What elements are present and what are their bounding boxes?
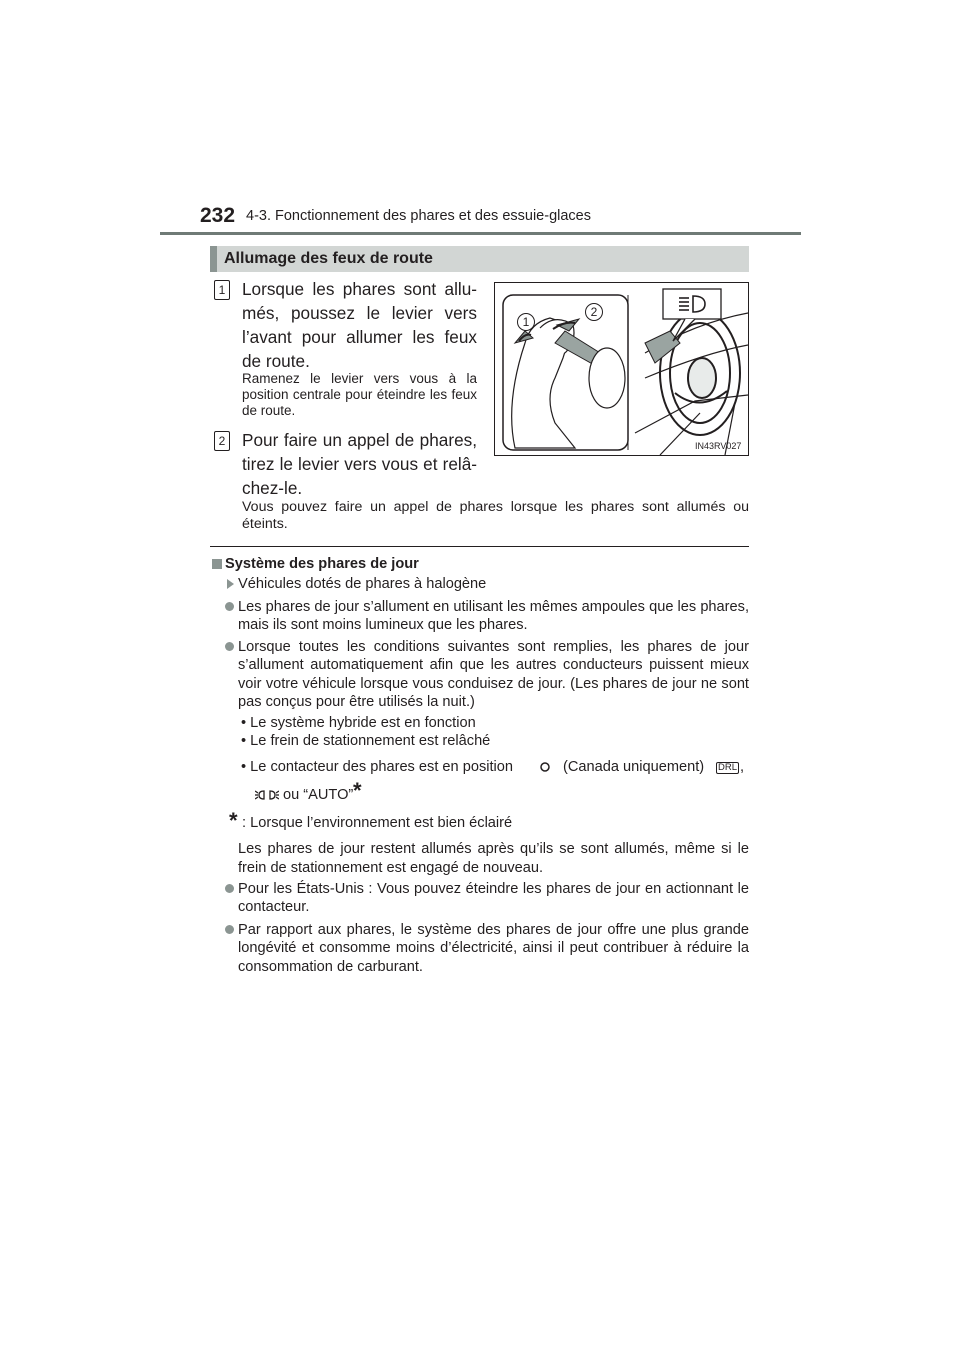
bullet-icon [225,884,234,893]
drl-label-icon: DRL [718,762,738,773]
illustration-code: IN43RV027 [695,441,742,451]
triangle-marker-icon [227,579,234,589]
drl-after-note: Les phares de jour restent allumés après qu’ils se sont allumés, même si le frein de stationnement est engagé de nouveau. [238,841,749,876]
header-rule [160,232,801,235]
drl-footnote: : Lorsque l’environnement est bien éclairé [242,815,513,831]
high-beam-icon [677,293,709,320]
drl-condition-3: • Le contacteur des phares est en position [241,759,514,775]
step-2-text: Pour faire un appel de phares, tirez le levier vers vous et relâ-chez-le. [242,430,477,498]
chapter-title: 4-3. Fonctionnement des phares et des essuie-glaces [246,208,591,224]
step-1-note: Ramenez le levier vers vous à la position centrale pour éteindre les feux de route. [242,371,477,418]
flash-note: Vous pouvez faire un appel de phares lorsque les phares sont allumés ou éteints. [242,499,749,532]
drl-bullet-2: Lorsque toutes les conditions suivantes sont remplies, les phares de jour s’allument automatiquement afin que les autres conducteurs puissent mieux voir votre véhicule lorsque vous conduisez de jour. (Les phares de jour ne sont pas conçus pour être utilisés la nuit.) [238,639,749,710]
heading-square-icon [212,559,222,569]
section-divider [210,546,749,547]
step-1-text: Lorsque les phares sont allu-més, poussez le levier vers l’avant pour allumer les feux de route. [242,279,477,371]
comma: , [740,759,745,775]
drl-bullet-3: Pour les États-Unis : Vous pouvez éteindre les phares de jour en actionnant le contacteur. [238,881,749,916]
section-title: Allumage des feux de route [224,250,433,267]
drl-condition-1: • Le système hybride est en fonction [241,715,476,731]
bullet-icon [225,602,234,611]
headlight-lever-illustration [494,282,749,456]
bullet-icon [225,925,234,934]
drl-bullet-4: Par rapport aux phares, le système des phares de jour offre une plus grande longévité et consomme moins d’électricité, ainsi il peut contribuer à réduire la consommation de carburant. [238,922,749,975]
section-bar-accent [210,246,217,272]
drl-bullet-1: Les phares de jour s’allument en utilisant les mêmes ampoules que les phares, mais ils sont moins lumineux que les phares. [238,599,749,634]
light-off-icon [538,760,552,779]
section-title-bar [210,246,749,272]
illustration-callout-1: 1 [517,313,535,331]
parking-light-icon [255,788,279,807]
footnote-star: * [353,778,362,803]
footnote-star-marker: * [229,808,238,833]
page-number: 232 [200,204,236,227]
step-1-number: 1 [214,280,230,300]
drl-heading: Système des phares de jour [225,556,419,572]
step-2-number: 2 [214,431,230,451]
bullet-icon [225,642,234,651]
illustration-drawing [495,283,748,455]
illustration-callout-2: 2 [585,303,603,321]
drl-vehicle-type: Véhicules dotés de phares à halogène [238,576,487,592]
drl-condition-2: • Le frein de stationnement est relâché [241,733,491,749]
drl-canada-only: (Canada uniquement) [563,759,705,775]
drl-condition-3-end: ou “AUTO” [283,787,354,803]
